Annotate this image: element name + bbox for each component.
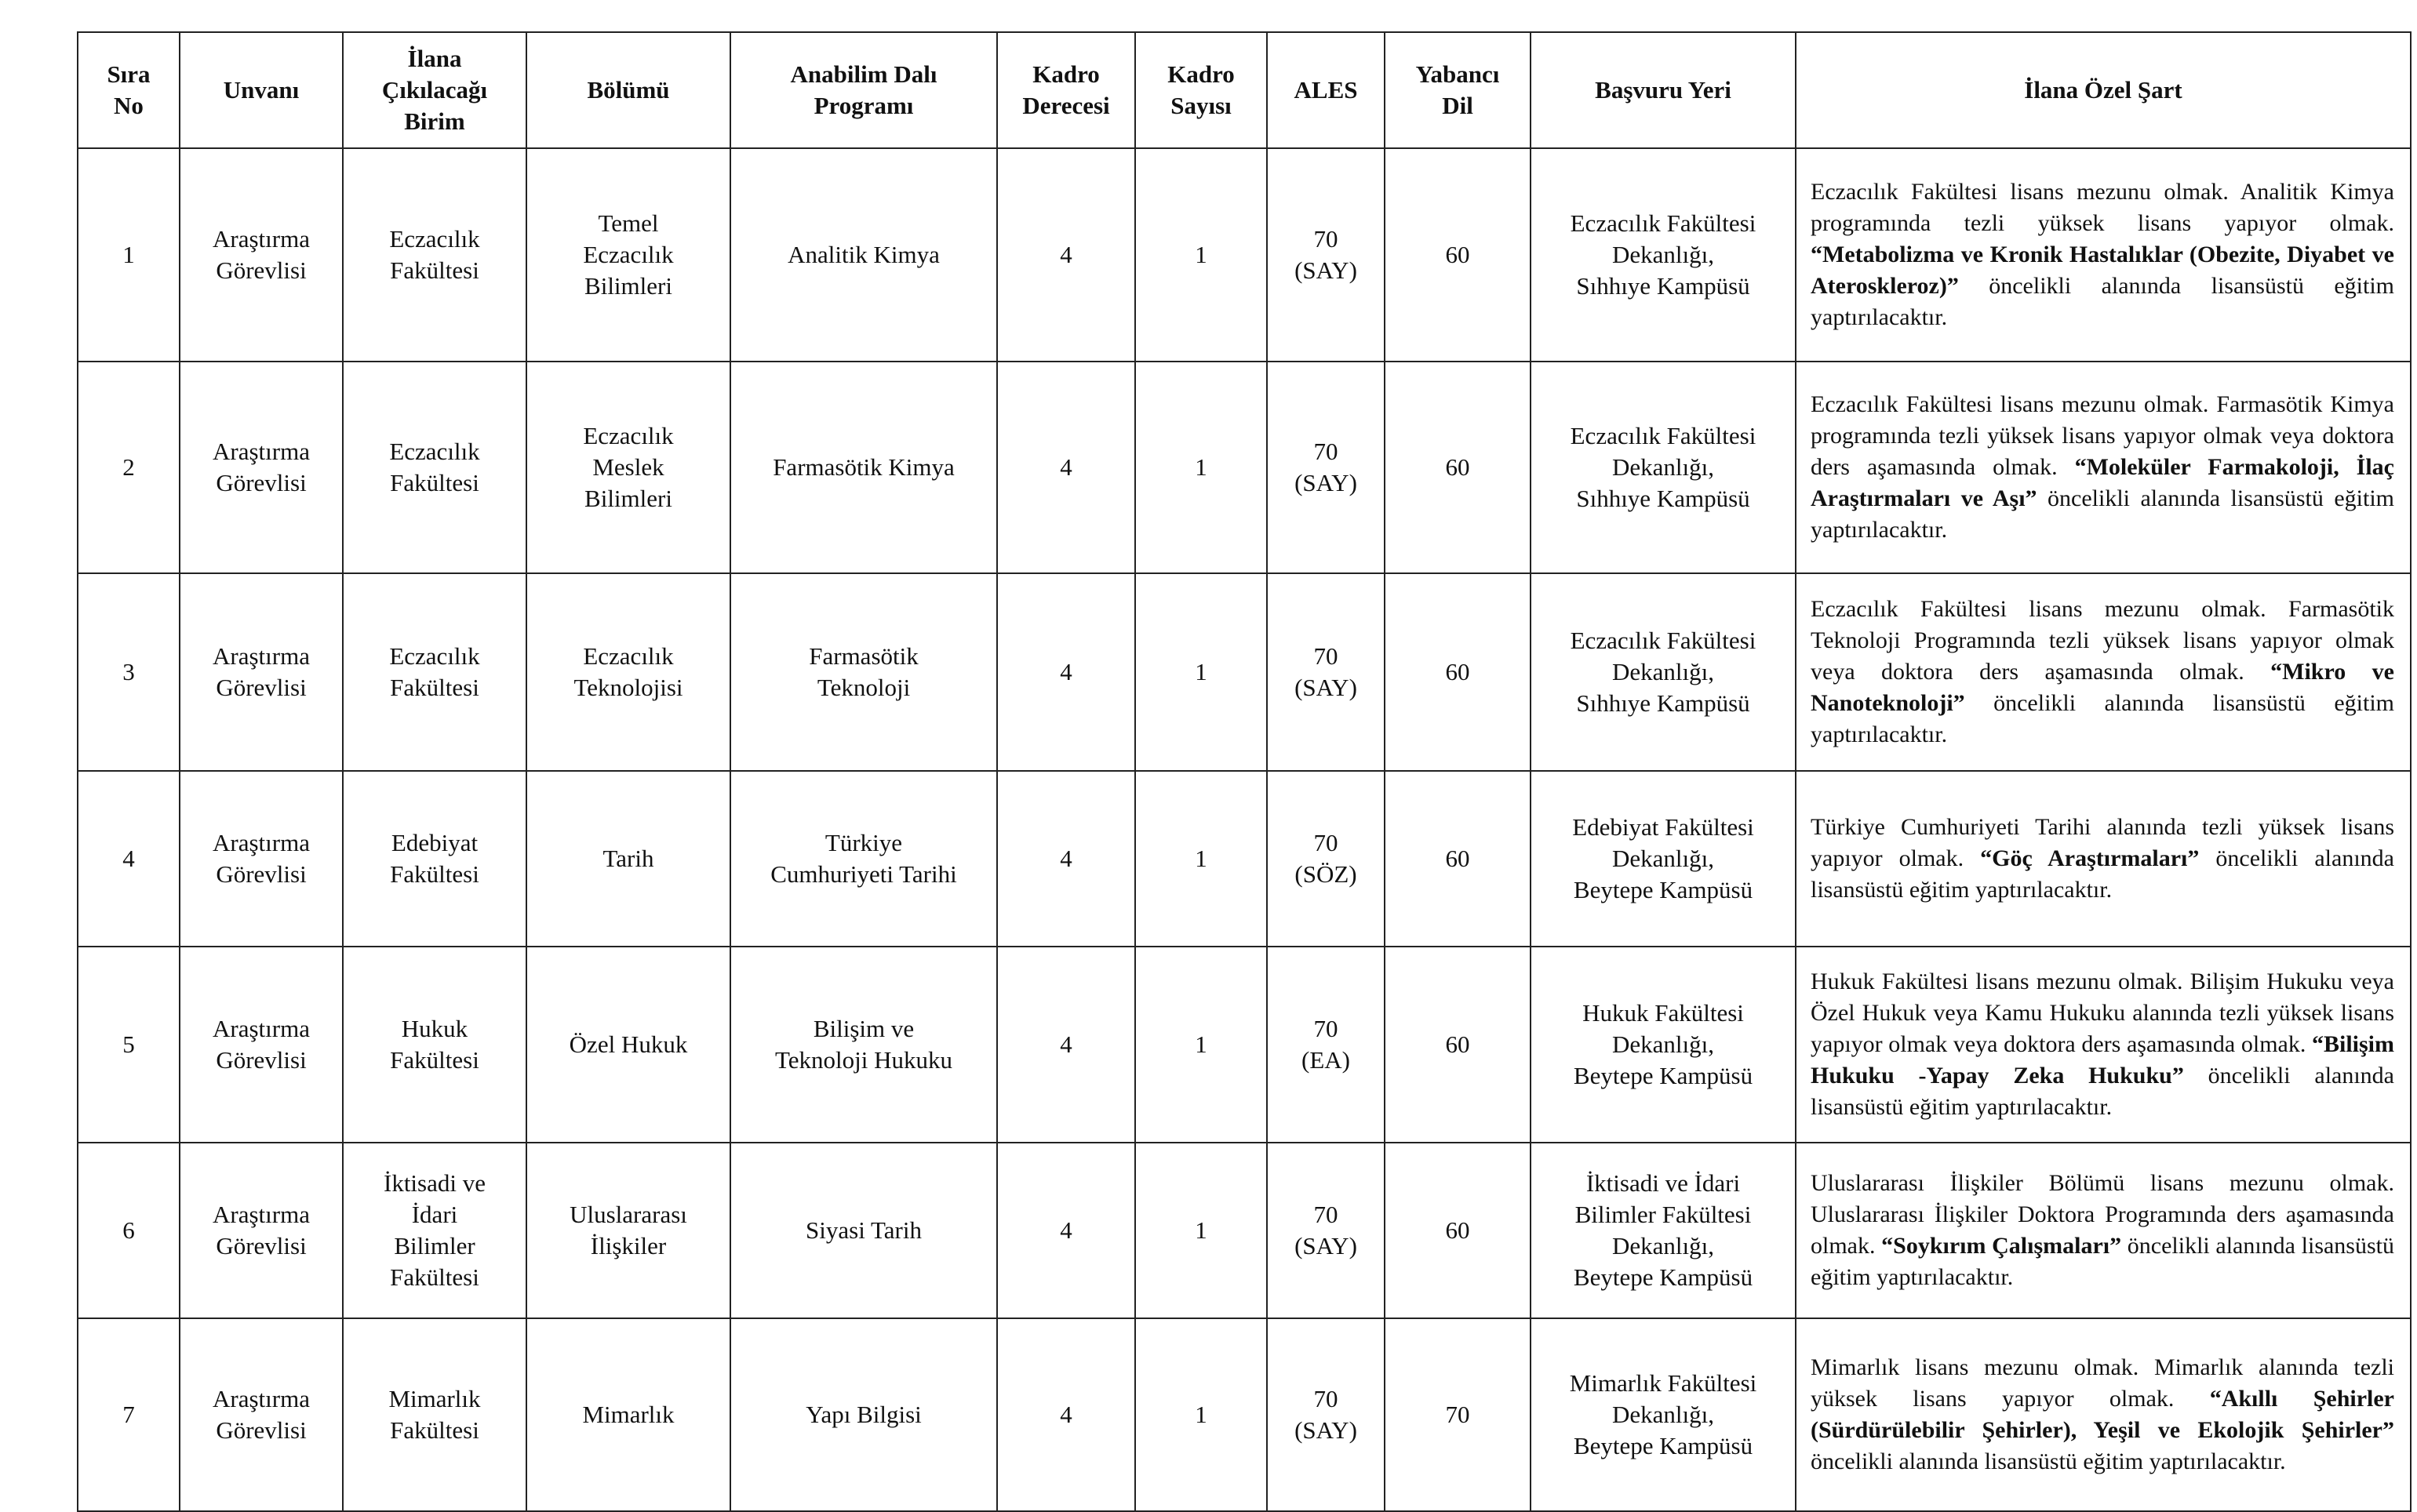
cell-sira: 6 — [78, 1143, 180, 1318]
header-ales: ALES — [1267, 32, 1385, 148]
cell-bolum: Uluslararası İlişkiler — [526, 1143, 730, 1318]
cell-basvuru-yeri: İktisadi ve İdari Bilimler Fakültesi Dekanlığı, Beytepe Kampüsü — [1531, 1143, 1796, 1318]
header-ilana-cikilacagi-birim: İlana Çıkılacağı Birim — [343, 32, 526, 148]
cell-bolum: Özel Hukuk — [526, 947, 730, 1143]
condition-text: Eczacılık Fakültesi lisans mezunu olmak. Analitik Kimya programında tezli yüksek lisans yapıyor olmak. — [1811, 179, 2394, 236]
cell-bolum: Eczacılık Meslek Bilimleri — [526, 362, 730, 573]
cell-basvuru-yeri: Edebiyat Fakültesi Dekanlığı, Beytepe Kampüsü — [1531, 771, 1796, 947]
priority-field: “Mikro ve Nanoteknoloji” — [1811, 659, 2394, 716]
table-row — [78, 1318, 2411, 1511]
cell-bolum: Temel Eczacılık Bilimleri — [526, 148, 730, 362]
cell-sira: 5 — [78, 947, 180, 1143]
condition-text: Mimarlık lisans mezunu olmak. Mimarlık alanında tezli yüksek lisans yapıyor olmak. — [1811, 1354, 2394, 1412]
cell-kadro-sayisi: 1 — [1135, 1318, 1267, 1511]
condition-text: Eczacılık Fakültesi lisans mezunu olmak. Farmasötik Kimya programında tezli yüksek lisans yapıyor olmak veya doktora ders aşamasında olmak. — [1811, 391, 2394, 480]
cell-birim: İktisadi ve İdari Bilimler Fakültesi — [343, 1143, 526, 1318]
cell-kadro-derecesi: 4 — [997, 148, 1135, 362]
cell-ilana-ozel-sart — [1796, 771, 2411, 947]
condition-text: Eczacılık Fakültesi lisans mezunu olmak. Farmasötik Teknoloji Programında tezli yüksek lisans yapıyor olmak veya doktora ders aşamasında olmak. — [1811, 596, 2394, 685]
cell-unvan: Araştırma Görevlisi — [180, 1143, 343, 1318]
cell-kadro-sayisi: 1 — [1135, 573, 1267, 771]
cell-ilana-ozel-sart — [1796, 1318, 2411, 1511]
condition-text-end: öncelikli alanında lisansüstü eğitim yaptırılacaktır. — [1811, 1233, 2394, 1290]
cell-kadro-derecesi: 4 — [997, 1143, 1135, 1318]
table-row — [78, 148, 2411, 362]
cell-kadro-sayisi: 1 — [1135, 947, 1267, 1143]
table-row — [78, 362, 2411, 573]
cell-birim: Mimarlık Fakültesi — [343, 1318, 526, 1511]
cell-anabilim: Yapı Bilgisi — [730, 1318, 997, 1511]
cell-kadro-sayisi: 1 — [1135, 362, 1267, 573]
cell-sira: 4 — [78, 771, 180, 947]
cell-ales: 70 (SAY) — [1267, 362, 1385, 573]
condition-text-end: öncelikli alanında lisansüstü eğitim yaptırılacaktır. — [1811, 845, 2394, 903]
cell-ilana-ozel-sart — [1796, 1143, 2411, 1318]
cell-unvan: Araştırma Görevlisi — [180, 1318, 343, 1511]
cell-yabanci-dil: 60 — [1385, 771, 1531, 947]
cell-sira: 2 — [78, 362, 180, 573]
cell-anabilim: Farmasötik Kimya — [730, 362, 997, 573]
cell-basvuru-yeri: Mimarlık Fakültesi Dekanlığı, Beytepe Kampüsü — [1531, 1318, 1796, 1511]
cell-ales: 70 (SAY) — [1267, 573, 1385, 771]
cell-ilana-ozel-sart — [1796, 148, 2411, 362]
position-announcement-table — [77, 31, 2412, 1512]
cell-bolum: Tarih — [526, 771, 730, 947]
condition-text-end: öncelikli alanında lisansüstü eğitim yaptırılacaktır. — [1811, 690, 2394, 747]
condition-text-end: öncelikli alanında lisansüstü eğitim yaptırılacaktır. — [1811, 1448, 2286, 1474]
cell-basvuru-yeri: Hukuk Fakültesi Dekanlığı, Beytepe Kampüsü — [1531, 947, 1796, 1143]
table-row — [78, 1143, 2411, 1318]
condition-text-end: öncelikli alanında lisansüstü eğitim yaptırılacaktır. — [1811, 485, 2394, 543]
header-sira-no: Sıra No — [78, 32, 180, 148]
cell-basvuru-yeri: Eczacılık Fakültesi Dekanlığı, Sıhhıye Kampüsü — [1531, 362, 1796, 573]
cell-yabanci-dil: 60 — [1385, 573, 1531, 771]
cell-sira: 3 — [78, 573, 180, 771]
cell-ilana-ozel-sart — [1796, 947, 2411, 1143]
cell-ales: 70 (SAY) — [1267, 1318, 1385, 1511]
header-basvuru-yeri: Başvuru Yeri — [1531, 32, 1796, 148]
cell-kadro-sayisi: 1 — [1135, 771, 1267, 947]
cell-kadro-derecesi: 4 — [997, 771, 1135, 947]
priority-field: “Metabolizma ve Kronik Hastalıklar (Obezite, Diyabet ve Ateroskleroz)” — [1811, 242, 2394, 299]
header-anabilim-dali: Anabilim Dalı Programı — [730, 32, 997, 148]
table-row — [78, 573, 2411, 771]
cell-ilana-ozel-sart — [1796, 573, 2411, 771]
header-ilana-ozel-sart: İlana Özel Şart — [1796, 32, 2411, 148]
cell-basvuru-yeri: Eczacılık Fakültesi Dekanlığı, Sıhhıye Kampüsü — [1531, 573, 1796, 771]
priority-field: “Moleküler Farmakoloji, İlaç Araştırmaları ve Aşı” — [1811, 454, 2394, 511]
priority-field: “Göç Araştırmaları” — [1980, 845, 2200, 871]
condition-text-end: öncelikli alanında lisansüstü eğitim yaptırılacaktır. — [1811, 273, 2394, 330]
cell-ilana-ozel-sart — [1796, 362, 2411, 573]
cell-birim: Eczacılık Fakültesi — [343, 362, 526, 573]
cell-kadro-derecesi: 4 — [997, 573, 1135, 771]
cell-birim: Edebiyat Fakültesi — [343, 771, 526, 947]
table-header-row — [78, 32, 2411, 148]
table-row — [78, 771, 2411, 947]
cell-birim: Eczacılık Fakültesi — [343, 573, 526, 771]
cell-kadro-derecesi: 4 — [997, 1318, 1135, 1511]
cell-kadro-sayisi: 1 — [1135, 1143, 1267, 1318]
cell-birim: Eczacılık Fakültesi — [343, 148, 526, 362]
cell-unvan: Araştırma Görevlisi — [180, 947, 343, 1143]
cell-kadro-sayisi: 1 — [1135, 148, 1267, 362]
header-kadro-sayisi: Kadro Sayısı — [1135, 32, 1267, 148]
cell-bolum: Eczacılık Teknolojisi — [526, 573, 730, 771]
cell-unvan: Araştırma Görevlisi — [180, 148, 343, 362]
cell-anabilim: Bilişim ve Teknoloji Hukuku — [730, 947, 997, 1143]
header-bolumu: Bölümü — [526, 32, 730, 148]
cell-anabilim: Siyasi Tarih — [730, 1143, 997, 1318]
cell-yabanci-dil: 60 — [1385, 947, 1531, 1143]
condition-text: Hukuk Fakültesi lisans mezunu olmak. Bilişim Hukuku veya Özel Hukuk veya Kamu Hukuku alanında tezli yüksek lisans yapıyor olmak veya doktora ders aşamasında olmak. — [1811, 969, 2394, 1057]
header-kadro-derecesi: Kadro Derecesi — [997, 32, 1135, 148]
cell-anabilim: Analitik Kimya — [730, 148, 997, 362]
header-unvani: Unvanı — [180, 32, 343, 148]
cell-sira: 7 — [78, 1318, 180, 1511]
cell-unvan: Araştırma Görevlisi — [180, 771, 343, 947]
cell-ales: 70 (SAY) — [1267, 148, 1385, 362]
cell-basvuru-yeri: Eczacılık Fakültesi Dekanlığı, Sıhhıye Kampüsü — [1531, 148, 1796, 362]
priority-field: “Bilişim Hukuku -Yapay Zeka Hukuku” — [1811, 1031, 2394, 1089]
cell-kadro-derecesi: 4 — [997, 362, 1135, 573]
cell-unvan: Araştırma Görevlisi — [180, 362, 343, 573]
condition-text-end: öncelikli alanında lisansüstü eğitim yaptırılacaktır. — [1811, 1063, 2394, 1120]
cell-unvan: Araştırma Görevlisi — [180, 573, 343, 771]
cell-birim: Hukuk Fakültesi — [343, 947, 526, 1143]
cell-ales: 70 (SÖZ) — [1267, 771, 1385, 947]
cell-sira: 1 — [78, 148, 180, 362]
cell-yabanci-dil: 60 — [1385, 1143, 1531, 1318]
cell-yabanci-dil: 60 — [1385, 148, 1531, 362]
cell-anabilim: Farmasötik Teknoloji — [730, 573, 997, 771]
condition-text: Uluslararası İlişkiler Bölümü lisans mezunu olmak. Uluslararası İlişkiler Doktora Programında ders aşamasında olmak. — [1811, 1170, 2394, 1259]
cell-bolum: Mimarlık — [526, 1318, 730, 1511]
cell-yabanci-dil: 70 — [1385, 1318, 1531, 1511]
cell-anabilim: Türkiye Cumhuriyeti Tarihi — [730, 771, 997, 947]
cell-yabanci-dil: 60 — [1385, 362, 1531, 573]
cell-ales: 70 (EA) — [1267, 947, 1385, 1143]
priority-field: “Akıllı Şehirler (Sürdürülebilir Şehirler), Yeşil ve Ekolojik Şehirler” — [1811, 1386, 2395, 1443]
priority-field: “Soykırım Çalışmaları” — [1881, 1233, 2122, 1259]
cell-ales: 70 (SAY) — [1267, 1143, 1385, 1318]
table-row — [78, 947, 2411, 1143]
header-yabanci-dil: Yabancı Dil — [1385, 32, 1531, 148]
condition-text: Türkiye Cumhuriyeti Tarihi alanında tezli yüksek lisans yapıyor olmak. — [1811, 814, 2394, 871]
cell-kadro-derecesi: 4 — [997, 947, 1135, 1143]
